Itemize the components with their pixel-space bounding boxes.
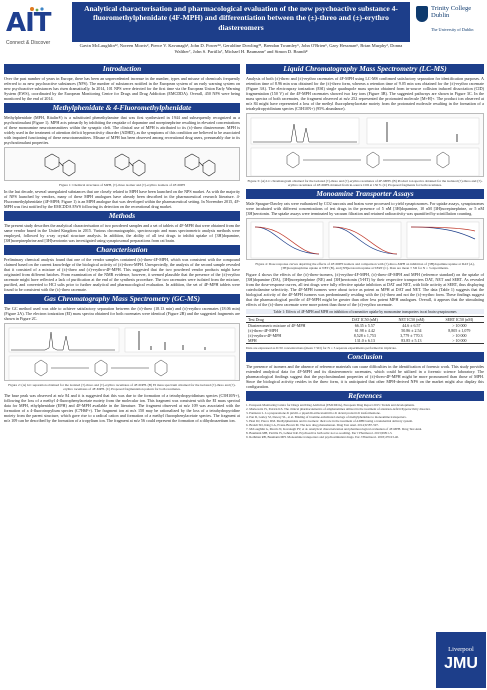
poster-title: Analytical characterisation and pharmacological evaluation of the new psychoactive substance 4-fluoromethylphenidate (4F-MPH) and differentiation between the (±)-threo and (±)-erythro diastereomers [84,4,398,32]
section-heading-methods: Methods [4,211,240,221]
figure-1-structures [4,147,240,181]
reference-item: 3. Panizzon L. La preparazione di piridil- e piperidil-arilacetonitrili e di alcuni prodotti di trasformazione. [246,411,381,416]
figure-4-caption: Figure 4: Dose response curves depicting the effects of 4F-MPH isomers and comparison with (±)-threo-MPH on inhibition of [3H]dopamine uptake at DAT (A), [3H]norepinephrine uptake at NET (B), and [3H]serotonin uptake at SERT (C). Data are mean ± SD for N = 3 experiments. [255,262,475,271]
reference-item: 1. European Monitoring Centre for Drugs and Drug Addiction (EMCDDA), European Drug Report 2015: Trends and developments. [246,403,415,408]
monoamine-text: Male Sprague-Dawley rats were euthanized by CO2 narcosis and brains were processed to yield synaptosomes. For uptake assays, synaptosomes were incubated with different concentrations of test drugs in the presence of 5 nM [3H]dopamine, 10 nM [3H]norepinephrine, or 5 nM [3H]serotonin. The uptake assays were terminated by vacuum filtration and retained radioactivity was quantified by scintillation counting. [246,201,484,217]
figure-2-gcms [4,323,240,381]
characterisation-text: Preliminary chemical analysis found that one of the vendor samples contained (±)-threo-4F-MPH, which was consistent with the compound claimed based on the current knowledge of the biological activity of (±)-threo-MPH. Unexpectedly, the analysis of the second sample revealed that it consisted of a mixture of (±)-threo and (±)-erythro-4F-MPH. This suggested that the two powdered vendor products might have originated from different batches. From examination of the NMR evidence, however, it seemed plausible that the presence of the (±)-erythro racemate might have reflected a lack of purification at the end of the synthesis procedure. The two racemates were isolated from the mixture, purified, and converted to HCl salts prior to further analytical and pharmacological evaluation. In addition, the set of 4F-MPH tablets were found to be consistent with the (±)-threo racemate. [4,257,240,293]
methylphenidate-text-2: In the last decade, several unregulated substances that are closely related to MPH have been launched on the NPS market. As with the majority of NPS launched by vendors, many of these MPH analogues have already been described in the pharmaceutical research literature. 4-Fluoromethylphenidate (4F-MPH; Figure 1) is an MPH analogue that was developed within the pharmaceutical setting. In November 2015, 4F-MPH was first notified by the EMCDDA EWS following its detection on the recreational drug market. [4,189,240,210]
section-heading-references: References [246,391,484,401]
methylphenidate-text: Methylphenidate (MPH, Ritalin®) is a substituted phenethylamine that was first synthesized in 1944 and subsequently recognized as a psychostimulant (Figure 1). MPH acts primarily by inhibiting the reuptake of dopamine and norepinephrine resulting in elevated concentrations of these monoamine neurotransmitters within the synaptic cleft. The clinical use of MPH is attributed to its (±)-threo diastereomer. MPH is widely used in the treatment of attention deficit hyperactivity disorder (ADHD), as the symptoms of this condition are believed to be associated with impaired functioning of these neurotransmitters. Misuse of MPH has been observed among recreational drug users, presumably due to its psychostimulant properties. [4,115,240,145]
table-cell: 61.98 ± 4.42 [354,328,375,334]
reference-item: 6. Brandt SD, King LA, Evans-Brown M. The new drug phenomenon. Drug Test Anal. 2014;6:587-597. [246,423,379,428]
table-cell: Diastereomeric mixture of 4F-MPH [248,323,306,329]
table-header-cell: Test Drug [246,317,342,323]
section-heading-gcms: Gas Chromatography Mass Spectrometry (GC-MS) [4,294,240,304]
table-cell: (±)-threo-4F-MPH [248,328,278,334]
section-heading-introduction: Introduction [4,64,240,74]
table-1-title: Table 1: Effects of 4F-MPH and MPH on inhibition of transmitter uptake by monoamine transporters in rat brain synaptosomes [246,309,484,314]
table-cell: 66.35 ± 5.57 [354,323,375,329]
table-cell: (±)-erythro-4F-MPH [248,333,282,339]
author-list: Gavin McLaughlin¹², Noreen Morris², Pierce V. Kavanagh³, John D. Power³⁴, Geraldine Dowling³⁵, Brendan Twamley⁶, John O'Brien⁶, Gary Hessman⁶, Brian Murphy², Donna Walther⁷, John S. Partilla⁷, Michael H. Baumann⁷ and Simon D. Brandt⁸ [79,43,403,54]
section-heading-lcms: Liquid Chromatography Mass Spectrometry (LC-MS) [246,64,484,74]
reference-item: 7. McLaughlin G, Morris N, Kavanagh PV, et al. Analytical characterization and pharmacological evaluation of 4F-MPH. Drug Test Anal. [246,427,423,432]
reference-list [246,403,432,439]
table-1-note: Data are expressed as IC50 concentrations (mean ± SD) for N = 3 separate experiments performed in triplicate. [246,346,397,351]
ljmu-logo [436,632,486,688]
ait-logo [4,6,66,50]
figure-4-dose-response [246,218,484,260]
tcd-logo [416,4,486,40]
table-cell: 50.86 ± 2.54 [401,328,422,334]
table-cell: > 10 000 [435,338,484,344]
ljmu-logo-top: Liverpool [448,646,474,653]
section-heading-methylphenidate: Methylphenidate & 4-Fluoromethylphenidate [4,103,240,113]
figure-2-caption: Figure 2: (A) GC separation obtained for the isolated (±)-threo and (±)-erythro racemates of 4F-MPH. (B) EI mass spectrum obtained for the isolated (±)-threo and (±)-erythro racemates of 4F-MPH. (C) Proposed fragmentation pattern for both racemates. [8,383,236,392]
lcms-figure-graphic [247,114,483,178]
figure-3-lcms [246,113,484,177]
table-header-cell: SERT IC50 (nM) [435,317,484,323]
table-cell: 8,805 ± 1,079 [448,328,471,334]
table-cell: 83.85 ± 5.13 [388,338,435,344]
figure-1-caption: Figure 1: Chemical structures of MPH, (±)-threo isomer and (±)-erythro isomers of 4F-MPH [59,183,185,187]
table-header-cell: DAT IC50 (nM) [342,317,389,323]
monoamine-text-2: Figure 4 shows the effects of the (±)-threo-isomers, (±)-erythro-4F-MPH, (±)-threo-4F-MPH and MPH (reference standard) on the uptake of [3H]dopamine (DA), [3H]norepinephrine (NE) and [3H]serotonin (5-HT) by their respective transporters DAT, NET and SERT. As revealed from the dose-response curves, all test drugs were fully effective uptake inhibitors at DAT and NET, with little activity at SERT, thus displaying catecholamine selectivity. The 4F-MPH isomers were about twice as potent as MPH at DAT and NET. The data (Table 1) suggests that the biological activity of the 4F-MPH isomers was predominantly residing with the (±)-threo and not the (±)-erythro form. These findings suggest that the pharmacological profile of 4F-MPH might be greater than other less potent MPH analogues. Overall, it appears that the stimulating effects of the (±)-threo racemate were more potent than those of the (±)-erythro racemate. [246,272,484,308]
table-cell: > 10 000 [452,333,467,339]
tcd-subtitle: The University of Dublin [431,27,474,32]
section-heading-characterisation: Characterisation [4,245,240,255]
section-heading-monoamine: Monoamine Transporter Assays [246,189,484,199]
table-row [246,338,484,344]
table-cell: 131.0 ± 6.13 [342,338,389,344]
tcd-crest-icon [416,6,428,22]
ljmu-logo-main: JMU [444,655,478,672]
section-heading-conclusion: Conclusion [246,352,484,362]
dose-response-graphic [247,219,483,261]
table-cell: > 10 000 [452,323,467,329]
reference-item: 4. Pan D, Gatley SJ, Dewey SL, et al. Binding of bromine-substituted analogs of methylphenidate to monoamine transporters. [246,415,407,420]
reference-item: 8. Baumann MH, Partilla JS, Lehner KR. Psychoactive bath salts: not so soothing. Eur J Pharmacol. 2013;698:1-5. [246,431,393,436]
chemical-structures-graphic [5,148,239,182]
introduction-text: Over the past number of years in Europe, there has been an unprecedented increase in the number, types and misuse of chemicals frequently referred to as new psychoactive substances (NPS). The number of substances notified in the European system of an early warning system on new psychoactive substances has risen dramatically. In 2014, 101 NPS were detected for the first time via the European Union Early Warning System (EWS), coordinated by the European Monitoring Centre for Drugs and Drug Addiction (EMCDDA). Overall, 450 NPS were being monitored by the end of 2014. [4,76,240,101]
lcms-text: Analysis of both (±)-threo and (±)-erythro racemates of 4F-MPH using LC-MS confirmed satisfactory separation for identification purposes. A retention time of 8.96 min was obtained for the (±)-threo form, whereas a retention time of 9.05 min was obtained for the (±)-erythro racemate (Figure 3A). The electrospray ionization (ESI) single quadrupole mass spectra obtained from in-source collision induced dissociation (CID) fragmentation (150 V) of the 4F-MPH racemates showed two key ions (Figure 3B). The suggested pathways are shown in Figure 3C. In the mass spectra of both racemates, the fragment observed at m/z 252 represented the protonated molecule [M+H]+. The product ion observed at m/z 84 might have represented a loss of the methyl fluorophenylacetate moiety from the protonated molecule resulting in the formation of a tetrahydropyridinium species (C5H10N+) (95% abundance). [246,76,484,111]
gcms-text: The GC method used was able to achieve satisfactory separation between the (±)-threo (18.13 min) and (±)-erythro racemates (18.06 min) (Figure 2A). The electron ionization (EI) mass spectra obtained for both racemates were identical (Figure 2B) and the suggested fragments are shown in Figure 2C. [4,306,240,322]
table-cell: MPH [246,338,342,344]
table-header-cell: NET IC50 (nM) [388,317,435,323]
table-cell: 8,528 ± 1,753 [353,333,376,339]
table-cell: 44.6 ± 6.57 [402,323,421,329]
reference-item: 9. Rothman RB, Baumann MH. Monoamine transporters and psychostimulant drugs. Eur J Pharmacol. 2003;479:23-40. [246,435,399,440]
ait-tagline: Connect & Discover [6,40,51,46]
figure-3-caption: Figure 3: (A) LC chromatogram obtained for the isolated (±)-threo and (±)-erythro racemates of 4F-MPH. (B) Product ion spectra obtained for the isolated (±)-threo and (±)-erythro racemates of 4F-MPH obtained from in-source CID at 150 V. (C) Proposed fragments for both racemates. [247,179,483,188]
table-1 [246,316,484,344]
left-column [4,62,240,425]
right-column [246,62,484,439]
table-cell: 3,779 ± 770.3 [400,333,423,339]
gcms-text-2: The base peak was observed at m/z 84 and it is suggested that this was due to the formation of a tetrahydropyridinium species (C5H10N+), following the loss of a methyl 4-fluorophenylacetate moiety from the molecular ion. This fragment was consistent with the EI mass spectral data for MPH, ethylphenidate (EPH) and 4F-MPH available in the literature. The fragment observed at m/z 109 was associated with the formation of a 4-fluorotropylium species (C7H6F+). The fragment ion at m/z 150 may be rationalized by the loss of a tetrahydropyridine moiety from the parent structure, which gave rise to a radical cation and formation of a methyl fluorophenylacetate species. The fragment at m/z 109 can be described by the formation of a tropylium ion. The fragment at m/z 56 could represent the formation of a dihydroazetium ion. [4,393,240,424]
tcd-name: Trinity College Dublin [431,5,472,19]
poster-title-box [72,2,410,42]
poster-header [0,0,487,62]
reference-item: 2. Markowitz JS, Patrick KS. The clinical pharmacokinetics of amphetamines utilized in the treatment of attention-deficit/hyperactivity disorder. [246,407,431,412]
methods-text: The present study describes the analytical characterisation of two powdered samples and a set of tablets of 4F-MPH that were obtained from the same vendor based in the United Kingdom in 2015. Various chromatographic, spectroscopic and mass spectrometric analysis methods were employed, followed by x-ray crystal structure analysis. In addition, the ability of all test drugs to inhibit uptake of [3H]dopamine, [3H]norepinephrine and [3H]serotonin was investigated using synaptosomal preparations from rat brain. [4,223,240,244]
reference-item: 5. Heal DJ, Pierce DM. Methylphenidate and its isomers: their role in the treatment of ADHD using a transdermal delivery system. [246,419,413,424]
gcms-figure-graphic [5,324,239,382]
conclusion-text: The presence of isomers and the absence of reference materials can cause difficulties in the identification of forensic work. This study provides extended analytical data for 4F-MPH and its diastereomeric racemates, which could be utilized in a forensic science laboratory. The pharmacological findings suggest that the psychostimulant properties of (±)-threo-4F-MPH might be more pronounced than those of MPH. Since the biological activity resides in the threo form, it is anticipated that other MPH-derived NPS on the market might also display this configuration. [246,364,484,390]
ait-logo-text: AIT [6,8,51,38]
